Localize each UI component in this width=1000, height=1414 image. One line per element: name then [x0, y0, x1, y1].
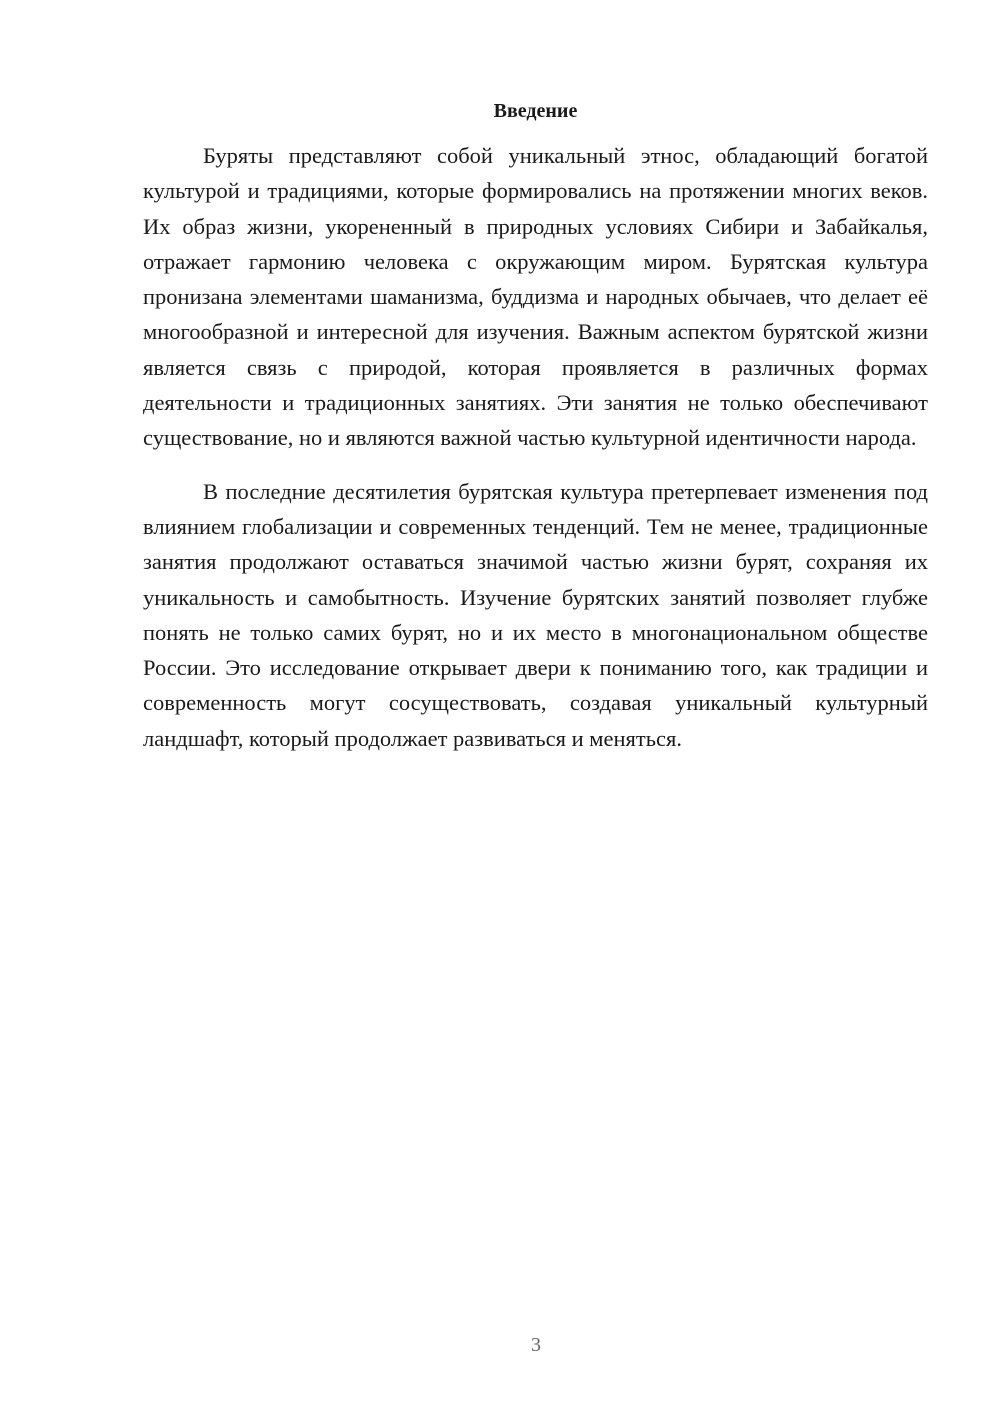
page-title: Введение [493, 100, 578, 122]
page-content [143, 96, 928, 756]
page-number: 3 [531, 1334, 541, 1356]
paragraph-modern-changes: В последние десятилетия бурятская культура претерпевает изменения под влиянием глобализации и современных тенденций. Тем не менее, традиционные занятия продолжают оставаться значимой частью жизни бурят, сохраняя их уникальность и самобытность. Изучение бурятских занятий позволяет глубже понять не только самих бурят, но и их место в многонациональном обществе России. Это исследование открывает двери к пониманию того, как традиции и современность могут сосуществовать, создавая уникальный культурный ландшафт, который продолжает развиваться и меняться. [143, 478, 928, 751]
paragraph-intro: Буряты представляют собой уникальный этнос, обладающий богатой культурой и традициями, которые формировались на протяжении многих веков. Их образ жизни, укорененный в природных условиях Сибири и Забайкалья, отражает гармонию человека с окружающим миром. Бурятская культура пронизана элементами шаманизма, буддизма и народных обычаев, что делает её многообразной и интересной для изучения. Важным аспектом бурятской жизни является связь с природой, которая проявляется в различных формах деятельности и традиционных занятиях. Эти занятия не только обеспечивают существование, но и являются важной частью культурной идентичности народа. [143, 143, 928, 451]
